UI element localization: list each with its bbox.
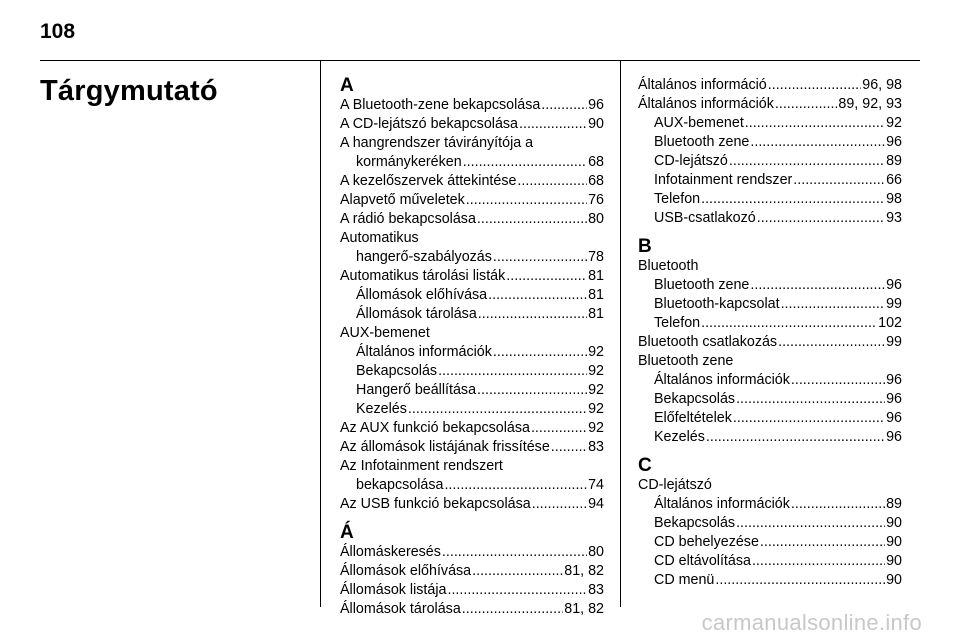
- index-entry-bluetooth-zene: [638, 352, 902, 371]
- entry-label: Infotainment rendszer: [654, 172, 793, 188]
- index-subentry-bluetooth-zene: [638, 133, 902, 152]
- entry-label: hangerő-szabályozás: [356, 249, 492, 265]
- index-subentry-allomasok-elohivasa: [340, 286, 604, 305]
- entry-label: Alapvető műveletek: [340, 192, 465, 208]
- dot-leader: [791, 495, 885, 514]
- index-entry-allomasok-listaja: [340, 581, 604, 600]
- entry-label: Előfeltételek: [654, 410, 732, 426]
- index-subentry-kezeles: [340, 400, 604, 419]
- page-reference: 96: [886, 372, 902, 388]
- page-reference: 81, 82: [564, 563, 604, 579]
- index-entry-alapveto-muveletek: [340, 191, 604, 210]
- page-reference: 94: [588, 496, 604, 512]
- dot-leader: [733, 409, 885, 428]
- entry-label: Bluetooth zene: [654, 277, 750, 293]
- column-divider: [620, 61, 621, 607]
- index-subentry-cd-menu: [638, 571, 902, 590]
- page-reference: 92: [588, 382, 604, 398]
- entry-label: kormánykeréken: [356, 154, 462, 170]
- page-title: Tárgymutató: [40, 75, 218, 107]
- entry-label: Állomások tárolása: [340, 601, 461, 617]
- dot-leader: [551, 438, 587, 457]
- index-subentry-kormanykereken: [340, 153, 604, 172]
- index-subentry-infotainment-rendszer: [638, 171, 902, 190]
- page-reference: 99: [886, 334, 902, 350]
- entry-label: A rádió bekapcsolása: [340, 211, 476, 227]
- dot-leader: [463, 153, 587, 172]
- index-entry-automatikus: [340, 229, 604, 248]
- entry-label: Bekapcsolás: [654, 391, 736, 407]
- index-entry-a-kezeloszervek-attekintese: [340, 172, 604, 191]
- index-subentry-telefon: [638, 314, 902, 333]
- dot-leader: [541, 96, 587, 115]
- entry-label: A hangrendszer távirányítója a: [340, 135, 534, 151]
- page-reference: 96: [886, 391, 902, 407]
- entry-label: Állomáskeresés: [340, 544, 441, 560]
- index-subentry-hangero-szabalyozas: [340, 248, 604, 267]
- entry-label: A Bluetooth-zene bekapcsolása: [340, 97, 541, 113]
- page-reference: 76: [588, 192, 604, 208]
- page-reference: 90: [886, 572, 902, 588]
- page-reference: 80: [588, 211, 604, 227]
- dot-leader: [447, 581, 587, 600]
- entry-label: AUX-bemenet: [340, 325, 430, 341]
- dot-leader: [493, 343, 587, 362]
- index-entry-az-aux-funkcio-bekapcsolasa: [340, 419, 604, 438]
- index-subentry-bekapcsolas: [638, 514, 902, 533]
- dot-leader: [775, 95, 838, 114]
- dot-leader: [701, 314, 877, 333]
- dot-leader: [438, 362, 587, 381]
- page-reference: 92: [588, 344, 604, 360]
- dot-leader: [444, 476, 587, 495]
- column-divider: [320, 61, 321, 607]
- entry-label: AUX-bemenet: [654, 115, 744, 131]
- page-reference: 81: [588, 287, 604, 303]
- page-reference: 78: [588, 249, 604, 265]
- page-reference: 81: [588, 268, 604, 284]
- dot-leader: [466, 191, 587, 210]
- dot-leader: [517, 172, 587, 191]
- entry-label: USB-csatlakozó: [654, 210, 756, 226]
- index-subentry-cd-lejatszo: [638, 152, 902, 171]
- index-entry-allomasok-tarolasa: [340, 600, 604, 619]
- index-entry-az-usb-funkcio-bekapcsolasa: [340, 495, 604, 514]
- entry-label: CD-lejátszó: [654, 153, 728, 169]
- entry-label: Bluetooth: [638, 258, 699, 274]
- page-reference: 81, 82: [564, 601, 604, 617]
- dot-leader: [750, 276, 885, 295]
- section-letter-a: A: [340, 75, 354, 96]
- dot-leader: [791, 371, 885, 390]
- dot-leader: [768, 76, 862, 95]
- index-subentry-aux-bemenet: [638, 114, 902, 133]
- index-subentry-bekapcsolasa: [340, 476, 604, 495]
- dot-leader: [477, 210, 587, 229]
- section-letter-b: B: [638, 236, 652, 257]
- page-reference: 92: [588, 363, 604, 379]
- page-reference: 96: [886, 410, 902, 426]
- index-entry-az-allomasok-listajanak-frissitese: [340, 438, 604, 457]
- page-reference: 89: [886, 496, 902, 512]
- section-letter-c: C: [638, 455, 652, 476]
- entry-label: Általános információk: [654, 372, 790, 388]
- page-reference: 96, 98: [862, 77, 902, 93]
- entry-label: Telefon: [654, 315, 701, 331]
- index-subentry-cd-eltavolitasa: [638, 552, 902, 571]
- entry-label: Bluetooth csatlakozás: [638, 334, 778, 350]
- dot-leader: [701, 190, 885, 209]
- page-reference: 96: [886, 134, 902, 150]
- entry-label: Állomások előhívása: [356, 287, 488, 303]
- index-entry-aux-bemenet: [340, 324, 604, 343]
- watermark: carmanualsonline.info: [701, 610, 922, 635]
- page-reference: 74: [588, 477, 604, 493]
- entry-label: Bluetooth zene: [654, 134, 750, 150]
- index-subentry-bekapcsolas: [638, 390, 902, 409]
- index-subentry-altalanos-informaciok: [638, 371, 902, 390]
- index-entry-cd-lejatszo: [638, 476, 902, 495]
- entry-label: Általános információ: [638, 77, 767, 93]
- index-subentry-elofeltetelek: [638, 409, 902, 428]
- index-entry-a-bluetooth-zene-bekapcsolasa: [340, 96, 604, 115]
- index-entry-bluetooth: [638, 257, 902, 276]
- index-subentry-altalanos-informaciok: [638, 495, 902, 514]
- index-subentry-hangero-beallitasa: [340, 381, 604, 400]
- page-reference: 80: [588, 544, 604, 560]
- entry-label: Az Infotainment rendszert: [340, 458, 503, 474]
- index-entry-a-hangrendszer-taviranyitoja-a: [340, 134, 604, 153]
- index-entry-allomasok-elohivasa: [340, 562, 604, 581]
- page-reference: 83: [588, 439, 604, 455]
- page-reference: 89: [886, 153, 902, 169]
- dot-leader: [757, 209, 885, 228]
- dot-leader: [478, 305, 587, 324]
- page-reference: 90: [886, 534, 902, 550]
- entry-label: A CD-lejátszó bekapcsolása: [340, 116, 519, 132]
- entry-label: Automatikus tárolási listák: [340, 268, 506, 284]
- page-reference: 96: [886, 429, 902, 445]
- dot-leader: [472, 562, 563, 581]
- entry-label: Automatikus: [340, 230, 419, 246]
- index-entry-a-cd-lejatszo-bekapcsolasa: [340, 115, 604, 134]
- entry-label: Az USB funkció bekapcsolása: [340, 496, 531, 512]
- page-reference: 66: [886, 172, 902, 188]
- page-reference: 90: [886, 515, 902, 531]
- dot-leader: [531, 419, 587, 438]
- dot-leader: [477, 381, 587, 400]
- entry-label: bekapcsolása: [356, 477, 444, 493]
- entry-label: Állomások előhívása: [340, 563, 472, 579]
- index-subentry-bekapcsolas: [340, 362, 604, 381]
- page-reference: 92: [886, 115, 902, 131]
- entry-label: CD eltávolítása: [654, 553, 751, 569]
- dot-leader: [506, 267, 587, 286]
- entry-label: Általános információk: [356, 344, 492, 360]
- entry-label: Általános információk: [638, 96, 774, 112]
- page-reference: 93: [886, 210, 902, 226]
- index-subentry-bluetooth-kapcsolat: [638, 295, 902, 314]
- dot-leader: [793, 171, 885, 190]
- entry-label: Hangerő beállítása: [356, 382, 477, 398]
- dot-leader: [778, 333, 885, 352]
- dot-leader: [745, 114, 885, 133]
- page-reference: 90: [588, 116, 604, 132]
- entry-label: Állomások listája: [340, 582, 447, 598]
- page-number: 108: [40, 20, 76, 43]
- page-reference: 83: [588, 582, 604, 598]
- entry-label: A kezelőszervek áttekintése: [340, 173, 517, 189]
- index-entry-az-infotainment-rendszert: [340, 457, 604, 476]
- page-reference: 89, 92, 93: [838, 96, 902, 112]
- page-reference: 96: [588, 97, 604, 113]
- index-column-2: [638, 76, 902, 590]
- dot-leader: [493, 248, 587, 267]
- index-entry-bluetooth-csatlakozas: [638, 333, 902, 352]
- entry-label: CD menü: [654, 572, 715, 588]
- entry-label: Bekapcsolás: [654, 515, 736, 531]
- entry-label: Bluetooth zene: [638, 353, 734, 369]
- index-entry-allomaskereses: [340, 543, 604, 562]
- dot-leader: [706, 428, 885, 447]
- page-reference: 90: [886, 553, 902, 569]
- entry-label: Bluetooth-kapcsolat: [654, 296, 780, 312]
- index-subentry-altalanos-informaciok: [340, 343, 604, 362]
- dot-leader: [715, 571, 885, 590]
- dot-leader: [532, 495, 587, 514]
- header-rule: [40, 60, 920, 61]
- entry-label: Telefon: [654, 191, 701, 207]
- page-reference: 99: [886, 296, 902, 312]
- section-letter-a: Á: [340, 522, 354, 543]
- entry-label: Általános információk: [654, 496, 790, 512]
- page-reference: 98: [886, 191, 902, 207]
- entry-label: Az állomások listájának frissítése: [340, 439, 550, 455]
- index-column-1: [340, 76, 604, 619]
- page-reference: 96: [886, 277, 902, 293]
- dot-leader: [781, 295, 886, 314]
- page-reference: 68: [588, 173, 604, 189]
- page-reference: 81: [588, 306, 604, 322]
- entry-label: Kezelés: [654, 429, 705, 445]
- index-subentry-bluetooth-zene: [638, 276, 902, 295]
- page-reference: 102: [878, 315, 902, 331]
- index-subentry-kezeles: [638, 428, 902, 447]
- dot-leader: [519, 115, 587, 134]
- dot-leader: [729, 152, 885, 171]
- index-subentry-cd-behelyezese: [638, 533, 902, 552]
- entry-label: Bekapcsolás: [356, 363, 438, 379]
- dot-leader: [408, 400, 587, 419]
- index-subentry-telefon: [638, 190, 902, 209]
- entry-label: Az AUX funkció bekapcsolása: [340, 420, 530, 436]
- entry-label: Állomások tárolása: [356, 306, 477, 322]
- index-entry-altalanos-informaciok: [638, 95, 902, 114]
- dot-leader: [462, 600, 563, 619]
- dot-leader: [488, 286, 587, 305]
- index-subentry-usb-csatlakozo: [638, 209, 902, 228]
- entry-label: CD-lejátszó: [638, 477, 712, 493]
- dot-leader: [752, 552, 885, 571]
- page-reference: 92: [588, 401, 604, 417]
- entry-label: Kezelés: [356, 401, 407, 417]
- page-reference: 92: [588, 420, 604, 436]
- dot-leader: [750, 133, 885, 152]
- dot-leader: [760, 533, 885, 552]
- index-entry-a-radio-bekapcsolasa: [340, 210, 604, 229]
- entry-label: CD behelyezése: [654, 534, 759, 550]
- index-entry-altalanos-informacio: [638, 76, 902, 95]
- index-subentry-allomasok-tarolasa: [340, 305, 604, 324]
- page-reference: 68: [588, 154, 604, 170]
- index-entry-automatikus-tarolasi-listak: [340, 267, 604, 286]
- dot-leader: [442, 543, 587, 562]
- dot-leader: [736, 390, 885, 409]
- dot-leader: [736, 514, 885, 533]
